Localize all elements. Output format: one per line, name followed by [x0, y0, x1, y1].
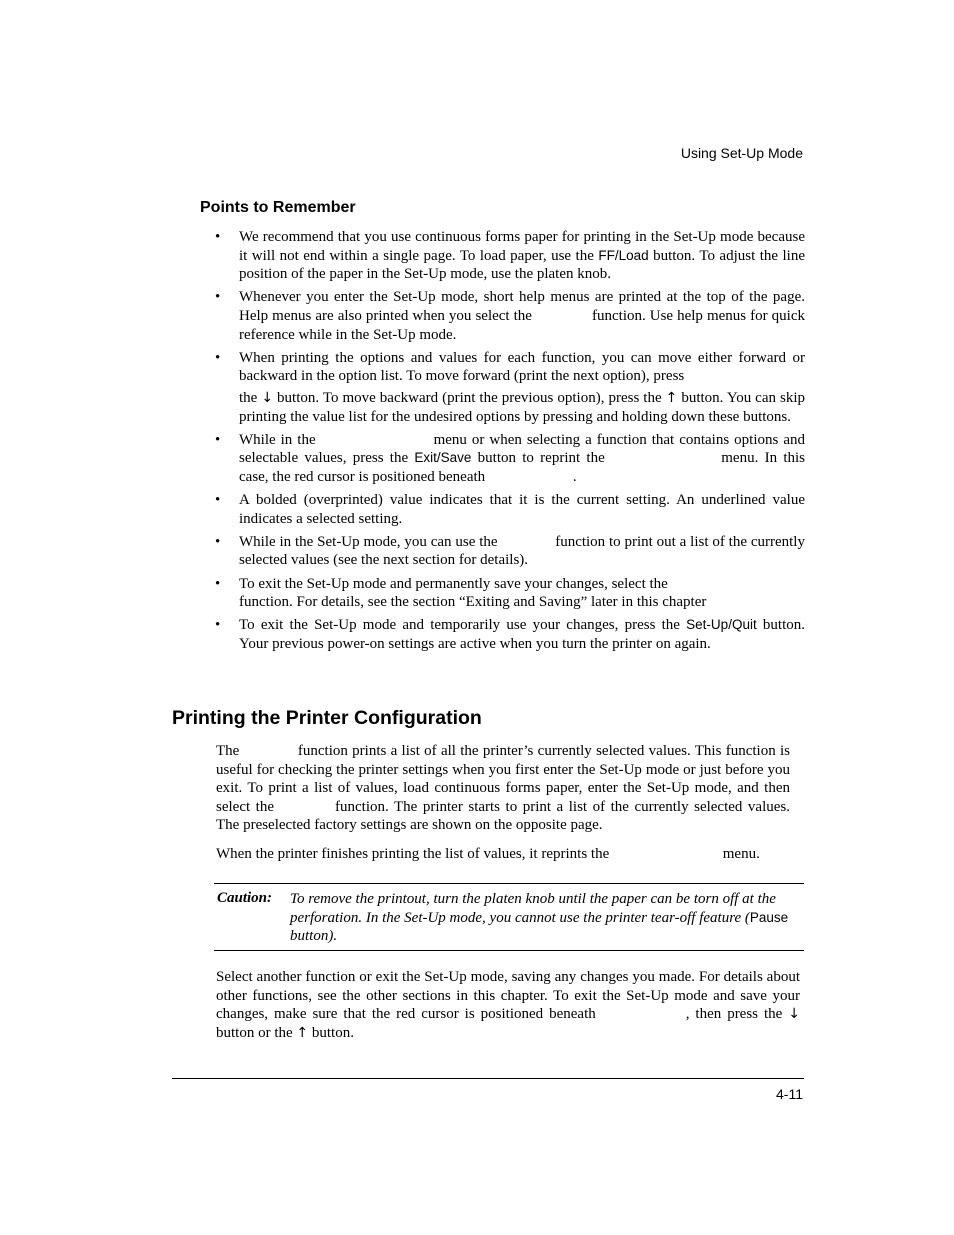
- list-item: [215, 349, 805, 426]
- config-paragraph: [216, 845, 790, 864]
- list-item: [215, 288, 805, 344]
- caution-box: [214, 883, 804, 951]
- bullet-text: button to reprint the: [471, 450, 611, 467]
- para-text: , then press the: [685, 1006, 789, 1023]
- key-name: Pause: [749, 909, 789, 925]
- bullet-text: Whenever you enter the Set-Up mode, short help menus are printed at the top of the page. Help menus are also printed when you select the: [239, 289, 805, 324]
- bullet-text: button. To move backward (print the previous option), press the: [273, 389, 666, 406]
- caution-body: To remove the printout, turn the platen knob until the paper can be torn off at the perforation. In the Set-Up mode, you cannot use the printer tear-off feature (: [290, 891, 776, 926]
- config-heading: Printing the Printer Configuration: [172, 707, 482, 729]
- bullet-text: function. For details, see the section “Exiting and Saving” later in this chapter: [239, 594, 707, 611]
- bullet-text: .: [572, 468, 577, 485]
- bullet-marker: •: [215, 289, 221, 306]
- config-paragraph: [216, 742, 790, 835]
- list-item: [215, 228, 805, 284]
- bullet-marker: •: [215, 431, 221, 448]
- key-name: Exit/Save: [414, 450, 472, 466]
- running-header: Using Set-Up Mode: [680, 145, 803, 161]
- bullet-text: menu. In this case, the red cursor is positioned beneath: [239, 450, 806, 485]
- bullet-marker: •: [215, 349, 221, 366]
- key-name: Set-Up/Quit: [686, 617, 757, 633]
- points-list: [215, 228, 805, 658]
- down-arrow-icon: ↓: [788, 1006, 800, 1023]
- para-text: button.: [308, 1024, 354, 1041]
- bullet-text: . To load paper, use the: [451, 247, 599, 264]
- bullet-text: We recommend that you use continuous forms paper for printing in the Set-Up mode because it will not end within a single page: [239, 229, 805, 264]
- bullet-text: While in the Set-Up mode, you can use the: [239, 533, 502, 550]
- bullet-text: While in the: [239, 431, 321, 448]
- footer-divider: [172, 1078, 804, 1079]
- bullet-text: button. Your previous power-on settings are active when you turn the printer on again.: [239, 617, 806, 653]
- bullet-text: To exit the Set-Up mode and temporarily use your changes, press the: [239, 617, 687, 634]
- bullet-text: function. Use help menus for quick reference while in the Set-Up mode.: [239, 307, 805, 343]
- closing-paragraph: [216, 968, 800, 1042]
- list-item: [215, 575, 805, 612]
- key-name: FF/Load: [598, 247, 649, 263]
- bullet-marker: •: [215, 533, 221, 550]
- list-item: [215, 533, 805, 570]
- para-text: The: [216, 743, 244, 759]
- page-number: 4-11: [776, 1086, 803, 1102]
- bullet-text: button. To adjust the line position of the paper in the Set-Up mode, use the platen knob.: [239, 247, 806, 283]
- bullet-marker: •: [215, 575, 221, 592]
- bullet-marker: •: [215, 229, 221, 245]
- bullet-text: function to print out a list of the currently selected values (see the next section for details).: [239, 533, 805, 569]
- list-item: [215, 491, 805, 528]
- bullet-marker: •: [215, 617, 221, 634]
- bullet-text: menu or when selecting a function that contains options and selectable values, press the: [239, 431, 805, 467]
- para-text: When the printer finishes printing the list of values, it reprints the: [216, 846, 613, 862]
- up-arrow-icon: ↑: [296, 1024, 309, 1041]
- bullet-marker: •: [215, 492, 221, 509]
- caution-body: button).: [290, 928, 338, 945]
- para-text: Select another function or exit the Set-Up mode, saving any changes you made. For details about other functions, see the other sections in this chapter. To exit the Set-Up mode and save your changes, make sure that the red cursor is positioned beneath: [216, 969, 800, 1023]
- bullet-text: the: [239, 389, 262, 406]
- caution-label: Caution:: [217, 890, 273, 906]
- bullet-text: A bolded (overprinted) value indicates that it is the current setting. An underlined value indicates a selected setting.: [239, 492, 805, 527]
- list-item: [215, 431, 805, 487]
- caution-text: [290, 890, 802, 946]
- bullet-text: button. You can skip printing the value list for the undesired options by pressing and holding down these buttons.: [239, 389, 805, 425]
- para-text: function. The printer starts to print a list of the currently selected values. The preselected factory settings are shown on the opposite page.: [216, 798, 790, 834]
- down-arrow-icon: ↓: [261, 389, 274, 406]
- para-text: button or the: [216, 1024, 297, 1041]
- up-arrow-icon: ↑: [665, 389, 678, 406]
- bullet-text: To exit the Set-Up mode and permanently save your changes, select the: [239, 575, 668, 592]
- list-item: [215, 616, 805, 653]
- para-text: function prints a list of all the printer’s currently selected values. This function is useful for checking the printer settings when you first enter the Set-Up mode or just before you exit. To print a list of values, load continuous forms paper, enter the Set-Up mode, and then select the: [216, 743, 790, 815]
- section-heading: Points to Remember: [200, 199, 356, 216]
- para-text: menu.: [719, 846, 760, 862]
- bullet-text: When printing the options and values for each function, you can move either forward or backward in the option list. To move forward (print the next option), press: [239, 349, 805, 385]
